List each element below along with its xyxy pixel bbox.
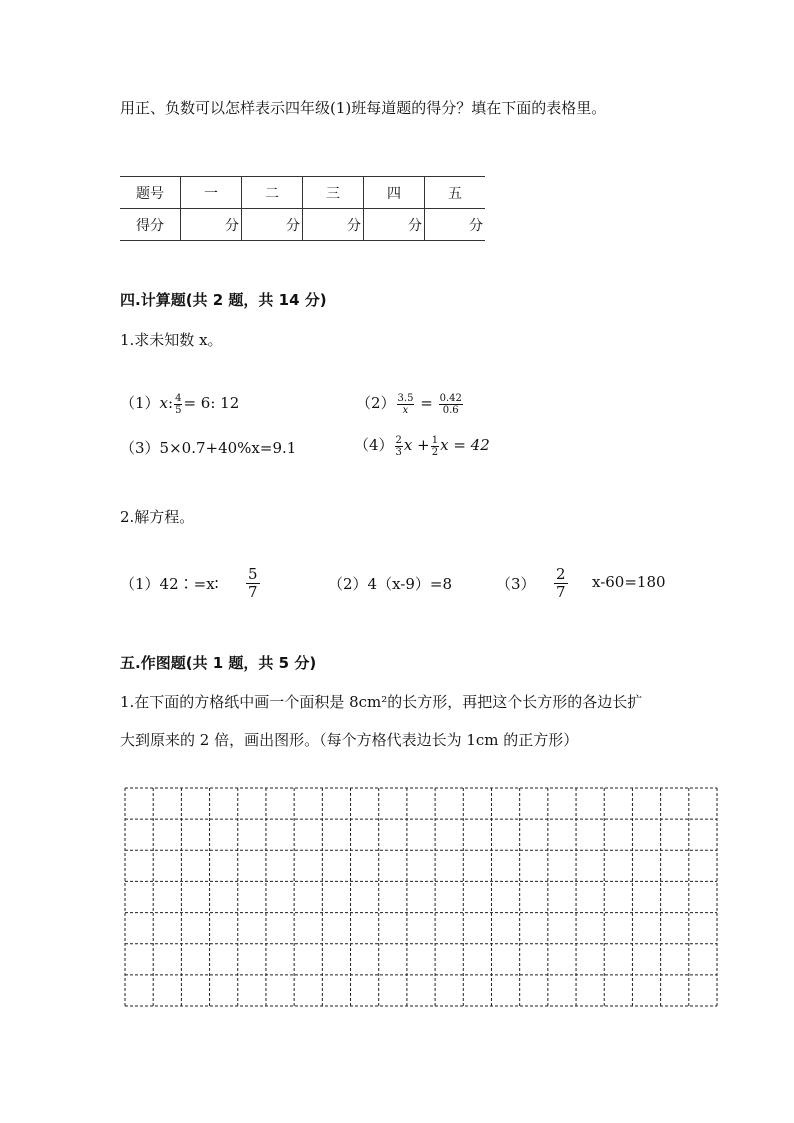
score-table [120, 176, 485, 241]
q1-prompt: 1.求未知数 x。 [120, 331, 223, 349]
q2-part1-label: （1）42∶=x∶ [120, 575, 219, 593]
table-row [120, 209, 485, 241]
q1-part1 [120, 392, 239, 416]
score-cell[interactable] [181, 209, 242, 241]
denominator: 7 [556, 583, 566, 601]
header-cell: 三 [303, 177, 364, 209]
colon: : [168, 394, 174, 412]
score-cell[interactable] [242, 209, 303, 241]
fraction [397, 393, 415, 416]
q1-part2 [356, 392, 464, 416]
fraction [246, 566, 260, 601]
term: x + [403, 436, 430, 454]
part-label: （3） [120, 439, 160, 457]
equation-rest: x = 42 [440, 436, 490, 454]
graph-paper-grid[interactable] [124, 787, 718, 1007]
equals-sign: = [420, 394, 433, 412]
row-label-score: 得分 [120, 209, 181, 241]
q2-part3-rest: x-60=180 [592, 573, 666, 591]
intro-text: 用正、负数可以怎样表示四年级(1)班每道题的得分？填在下面的表格里。 [120, 99, 607, 117]
q1-part3 [120, 437, 296, 458]
header-cell: 一 [181, 177, 242, 209]
q2-prompt: 2.解方程。 [120, 508, 195, 526]
score-cell[interactable] [425, 209, 486, 241]
numerator: 3.5 [397, 392, 414, 404]
section5-title: 五.作图题(共 1 题，共 5 分) [120, 654, 317, 672]
unit-label: 分 [347, 217, 361, 234]
score-cell[interactable] [303, 209, 364, 241]
denominator: x [402, 404, 409, 416]
unit-label: 分 [286, 217, 300, 234]
numerator: 0.42 [439, 392, 462, 404]
header-cell: 四 [364, 177, 425, 209]
fraction [431, 435, 439, 458]
part-label: （2） [356, 394, 396, 412]
fraction [395, 435, 403, 458]
equation-rest: = 6: 12 [183, 394, 240, 412]
q2-part3-label: （3） [496, 575, 536, 593]
numerator: 5 [248, 565, 258, 583]
row-label-question: 题号 [120, 177, 181, 209]
unit-label: 分 [408, 217, 422, 234]
denominator: 0.6 [442, 404, 459, 416]
section5-line1: 1.在下面的方格纸中画一个面积是 8cm²的长方形，再把这个长方形的各边长扩 [120, 693, 643, 711]
denominator: 2 [431, 446, 439, 458]
fraction [554, 566, 568, 601]
section5-line2: 大到原来的 2 倍，画出图形。（每个方格代表边长为 1cm 的正方形） [120, 731, 579, 749]
unit-label: 分 [225, 217, 239, 234]
fraction [439, 393, 463, 416]
table-row [120, 177, 485, 209]
var-x: x [159, 394, 169, 412]
section4-title: 四.计算题(共 2 题，共 14 分) [120, 291, 327, 309]
numerator: 2 [395, 434, 402, 446]
equation: 5×0.7+40%x=9.1 [159, 439, 297, 457]
part-label: （4） [354, 436, 394, 454]
unit-label: 分 [469, 217, 483, 234]
numerator: 2 [556, 565, 566, 583]
part-label: （1） [120, 394, 160, 412]
numerator: 1 [431, 434, 439, 446]
denominator: 7 [248, 583, 258, 601]
denominator: 3 [395, 446, 402, 458]
header-cell: 二 [242, 177, 303, 209]
q1-part4 [354, 434, 490, 458]
denominator: 5 [175, 404, 182, 416]
fraction [174, 393, 182, 416]
numerator: 4 [175, 392, 182, 404]
q2-part2: （2）4（x-9）=8 [328, 575, 453, 593]
score-cell[interactable] [364, 209, 425, 241]
header-cell: 五 [425, 177, 486, 209]
